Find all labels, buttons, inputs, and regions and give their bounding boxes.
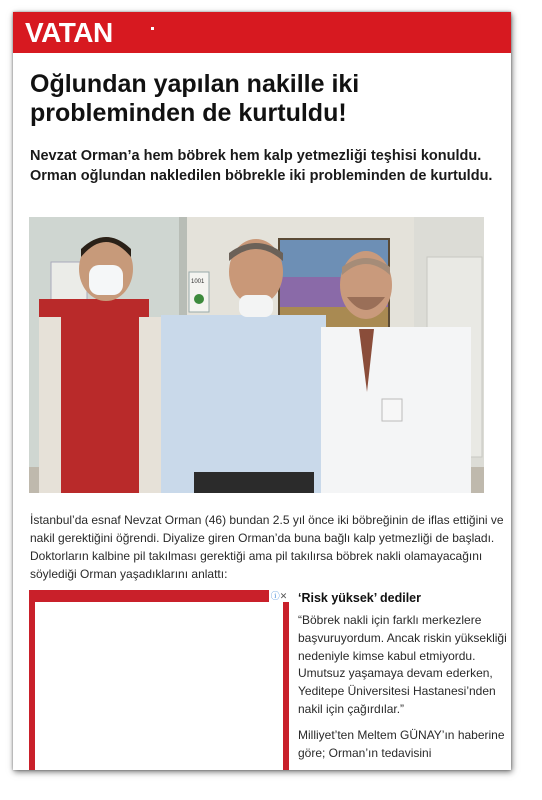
photo-illustration [29, 217, 484, 493]
ad-choices-badge[interactable] [269, 590, 289, 602]
logo-dot [151, 27, 154, 30]
side-column [298, 590, 510, 762]
article-headline: Oğlundan yapılan nakille iki probleminden de kurtuldu! [30, 70, 360, 127]
ad-info-icon[interactable]: ⓘ [270, 591, 280, 601]
article-page [13, 12, 511, 770]
article-quote: “Böbrek nakli için farklı merkezlere başvuruyordum. Ancak riskin yüksekliği nedeniyle kimse kabul etmiyordu. Umutsuz yaşamaya devam ederken, Yeditepe Üniversitesi Hastanesi’nden nakil için çağırdılar.” [298, 613, 507, 716]
ad-slot[interactable] [29, 590, 289, 770]
article-body: İstanbul’da esnaf Nevzat Orman (46) bundan 2.5 yıl önce iki böbreğinin de iflas ettiğini ve nakil gerektiğini öğrendi. Diyalize giren Orman’da buna bağlı kalp yetmezliği de başladı. Doktorların kalbine pil takılması gerektiği ama pil takılırsa böbrek nakli olamayacağını söylediği Orman yaşadıklarını anlattı: [30, 513, 504, 581]
article-summary: Nevzat Orman’a hem böbrek hem kalp yetmezliği teşhisi konuldu. Orman oğlundan nakledilen böbrekle iki probleminden de kurtuldu. [30, 148, 493, 184]
article-subhead: ‘Risk yüksek’ dediler [298, 591, 421, 605]
vatan-logo[interactable]: VATAN [25, 17, 113, 48]
ad-close-icon[interactable]: ✕ [279, 591, 288, 601]
article-photo [29, 217, 484, 493]
masthead [13, 12, 511, 53]
article-continuation: Milliyet’ten Meltem GÜNAY’ın haberine göre; Orman’ın tedavisini [298, 727, 505, 760]
ad-top-bar [29, 590, 289, 602]
photo-sign-label: 1001 [191, 279, 205, 285]
